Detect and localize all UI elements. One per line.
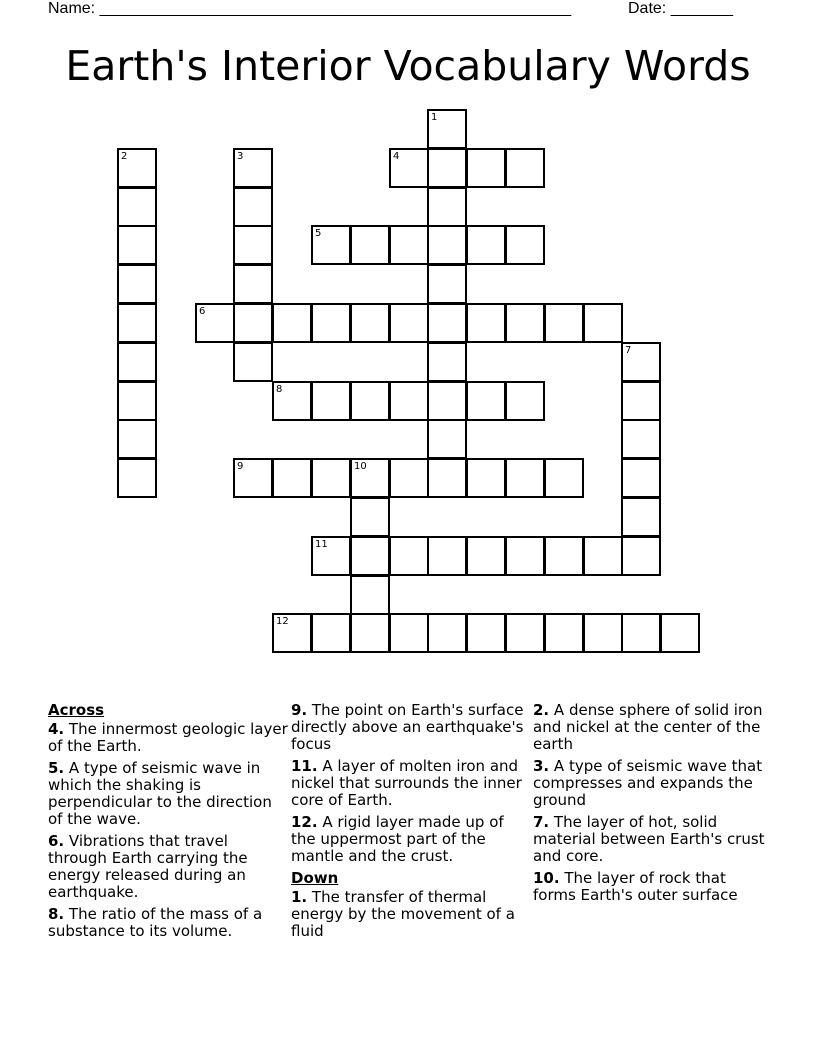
grid-cell[interactable] bbox=[117, 148, 157, 188]
grid-cell[interactable] bbox=[117, 187, 157, 227]
grid-cell[interactable] bbox=[233, 148, 273, 188]
grid-cell[interactable] bbox=[117, 381, 157, 421]
grid-cell[interactable] bbox=[272, 613, 312, 653]
grid-cell[interactable] bbox=[233, 303, 273, 343]
clue-number: 9. bbox=[291, 701, 308, 719]
grid-cell[interactable] bbox=[427, 419, 467, 459]
clue-number: 2. bbox=[533, 701, 550, 719]
grid-cell[interactable] bbox=[311, 458, 351, 498]
grid-cell[interactable] bbox=[583, 303, 623, 343]
grid-cell[interactable] bbox=[427, 148, 467, 188]
clue-text: A type of seismic wave in which the shaking is perpendicular to the direction of the wave. bbox=[48, 759, 272, 828]
clue-number-label: 7 bbox=[625, 345, 632, 356]
down-clue-10 bbox=[533, 870, 773, 904]
grid-cell[interactable] bbox=[389, 536, 429, 576]
grid-cell[interactable] bbox=[389, 148, 429, 188]
grid-cell[interactable] bbox=[544, 613, 584, 653]
across-clue-12 bbox=[291, 814, 531, 865]
grid-cell[interactable] bbox=[427, 458, 467, 498]
clue-column-3 bbox=[533, 702, 773, 909]
clue-text: A layer of molten iron and nickel that surrounds the inner core of Earth. bbox=[291, 757, 522, 809]
grid-cell[interactable] bbox=[311, 381, 351, 421]
clue-number-label: 2 bbox=[121, 151, 128, 162]
clue-text: The layer of hot, solid material between Earth's crust and core. bbox=[533, 813, 765, 865]
grid-cell[interactable] bbox=[427, 225, 467, 265]
grid-cell[interactable] bbox=[505, 458, 545, 498]
grid-cell[interactable] bbox=[233, 225, 273, 265]
clue-number: 11. bbox=[291, 757, 318, 775]
clue-number: 4. bbox=[48, 720, 65, 738]
grid-cell[interactable] bbox=[427, 536, 467, 576]
grid-cell[interactable] bbox=[621, 381, 661, 421]
clue-text: A dense sphere of solid iron and nickel at the center of the earth bbox=[533, 701, 763, 753]
grid-cell[interactable] bbox=[272, 381, 312, 421]
grid-cell[interactable] bbox=[583, 613, 623, 653]
down-clue-1 bbox=[291, 889, 531, 940]
across-clue-6 bbox=[48, 833, 288, 901]
grid-cell[interactable] bbox=[195, 303, 235, 343]
grid-cell[interactable] bbox=[466, 381, 506, 421]
grid-cell[interactable] bbox=[233, 264, 273, 304]
clue-number-label: 5 bbox=[315, 228, 322, 239]
grid-cell[interactable] bbox=[427, 109, 467, 149]
grid-cell[interactable] bbox=[389, 458, 429, 498]
grid-cell[interactable] bbox=[466, 613, 506, 653]
grid-cell[interactable] bbox=[117, 419, 157, 459]
clue-text: The ratio of the mass of a substance to its volume. bbox=[48, 905, 263, 940]
grid-cell[interactable] bbox=[117, 264, 157, 304]
clue-number: 7. bbox=[533, 813, 550, 831]
grid-cell[interactable] bbox=[350, 497, 390, 537]
across-clue-11 bbox=[291, 758, 531, 809]
grid-cell[interactable] bbox=[350, 303, 390, 343]
clue-text: Vibrations that travel through Earth carrying the energy released during an earthquake. bbox=[48, 832, 248, 901]
clue-number: 6. bbox=[48, 832, 65, 850]
across-clue-8 bbox=[48, 906, 288, 940]
down-clue-2 bbox=[533, 702, 773, 753]
grid-cell[interactable] bbox=[233, 458, 273, 498]
clue-number-label: 11 bbox=[315, 539, 328, 550]
grid-cell[interactable] bbox=[544, 536, 584, 576]
grid-cell[interactable] bbox=[117, 225, 157, 265]
clue-text: The point on Earth's surface directly above an earthquake's focus bbox=[291, 701, 524, 753]
grid-cell[interactable] bbox=[660, 613, 700, 653]
grid-cell[interactable] bbox=[389, 613, 429, 653]
date-field-label: Date: _______ bbox=[628, 0, 733, 17]
grid-cell[interactable] bbox=[350, 536, 390, 576]
grid-cell[interactable] bbox=[389, 225, 429, 265]
grid-cell[interactable] bbox=[272, 303, 312, 343]
grid-cell[interactable] bbox=[505, 225, 545, 265]
clue-number-label: 12 bbox=[276, 616, 289, 627]
grid-cell[interactable] bbox=[621, 536, 661, 576]
down-clue-7 bbox=[533, 814, 773, 865]
down-clue-3 bbox=[533, 758, 773, 809]
grid-cell[interactable] bbox=[272, 458, 312, 498]
across-clue-9 bbox=[291, 702, 531, 753]
grid-cell[interactable] bbox=[427, 303, 467, 343]
down-heading: Down bbox=[291, 869, 339, 887]
grid-cell[interactable] bbox=[311, 613, 351, 653]
grid-cell[interactable] bbox=[621, 458, 661, 498]
clue-column-1 bbox=[48, 702, 288, 945]
clue-number-label: 10 bbox=[354, 461, 367, 472]
across-clue-4 bbox=[48, 721, 288, 755]
clue-number: 12. bbox=[291, 813, 318, 831]
grid-cell[interactable] bbox=[117, 342, 157, 382]
clue-text: The layer of rock that forms Earth's outer surface bbox=[533, 869, 738, 904]
grid-cell[interactable] bbox=[350, 381, 390, 421]
clue-text: The transfer of thermal energy by the movement of a fluid bbox=[291, 888, 515, 940]
grid-cell[interactable] bbox=[505, 303, 545, 343]
clue-number-label: 4 bbox=[393, 151, 400, 162]
grid-cell[interactable] bbox=[621, 613, 661, 653]
clue-number: 3. bbox=[533, 757, 550, 775]
grid-cell[interactable] bbox=[389, 303, 429, 343]
clue-number-label: 8 bbox=[276, 384, 283, 395]
clue-number-label: 9 bbox=[237, 461, 244, 472]
grid-cell[interactable] bbox=[621, 342, 661, 382]
grid-cell[interactable] bbox=[583, 536, 623, 576]
clue-text: A type of seismic wave that compresses and expands the ground bbox=[533, 757, 763, 809]
grid-cell[interactable] bbox=[311, 536, 351, 576]
clue-column-2 bbox=[291, 702, 531, 945]
name-field-label: Name: _____________________________________________________ bbox=[48, 0, 572, 17]
clue-number-label: 1 bbox=[431, 112, 438, 123]
grid-cell[interactable] bbox=[427, 187, 467, 227]
clue-text: The innermost geologic layer of the Earth. bbox=[48, 720, 288, 755]
grid-cell[interactable] bbox=[350, 613, 390, 653]
grid-cell[interactable] bbox=[466, 303, 506, 343]
grid-cell[interactable] bbox=[427, 381, 467, 421]
grid-cell[interactable] bbox=[505, 381, 545, 421]
grid-cell[interactable] bbox=[427, 342, 467, 382]
grid-cell[interactable] bbox=[233, 187, 273, 227]
page-title: Earth's Interior Vocabulary Words bbox=[65, 42, 751, 90]
grid-cell[interactable] bbox=[117, 303, 157, 343]
grid-cell[interactable] bbox=[389, 381, 429, 421]
grid-cell[interactable] bbox=[621, 419, 661, 459]
grid-cell[interactable] bbox=[505, 148, 545, 188]
clue-number: 10. bbox=[533, 869, 560, 887]
clue-number: 1. bbox=[291, 888, 308, 906]
grid-cell[interactable] bbox=[427, 613, 467, 653]
grid-cell[interactable] bbox=[544, 303, 584, 343]
grid-cell[interactable] bbox=[427, 264, 467, 304]
grid-cell[interactable] bbox=[117, 458, 157, 498]
grid-cell[interactable] bbox=[466, 536, 506, 576]
clue-number-label: 3 bbox=[237, 151, 244, 162]
clue-number-label: 6 bbox=[199, 306, 206, 317]
grid-cell[interactable] bbox=[350, 458, 390, 498]
grid-cell[interactable] bbox=[466, 225, 506, 265]
clue-text: A rigid layer made up of the uppermost part of the mantle and the crust. bbox=[291, 813, 504, 865]
grid-cell[interactable] bbox=[505, 613, 545, 653]
grid-cell[interactable] bbox=[233, 342, 273, 382]
grid-cell[interactable] bbox=[350, 225, 390, 265]
across-clue-5 bbox=[48, 760, 288, 828]
grid-cell[interactable] bbox=[621, 497, 661, 537]
grid-cell[interactable] bbox=[544, 458, 584, 498]
grid-cell[interactable] bbox=[311, 225, 351, 265]
clue-number: 5. bbox=[48, 759, 65, 777]
grid-cell[interactable] bbox=[505, 536, 545, 576]
across-heading: Across bbox=[48, 701, 105, 719]
grid-cell[interactable] bbox=[466, 148, 506, 188]
grid-cell[interactable] bbox=[466, 458, 506, 498]
grid-cell[interactable] bbox=[311, 303, 351, 343]
clue-number: 8. bbox=[48, 905, 65, 923]
grid-cell[interactable] bbox=[350, 575, 390, 615]
